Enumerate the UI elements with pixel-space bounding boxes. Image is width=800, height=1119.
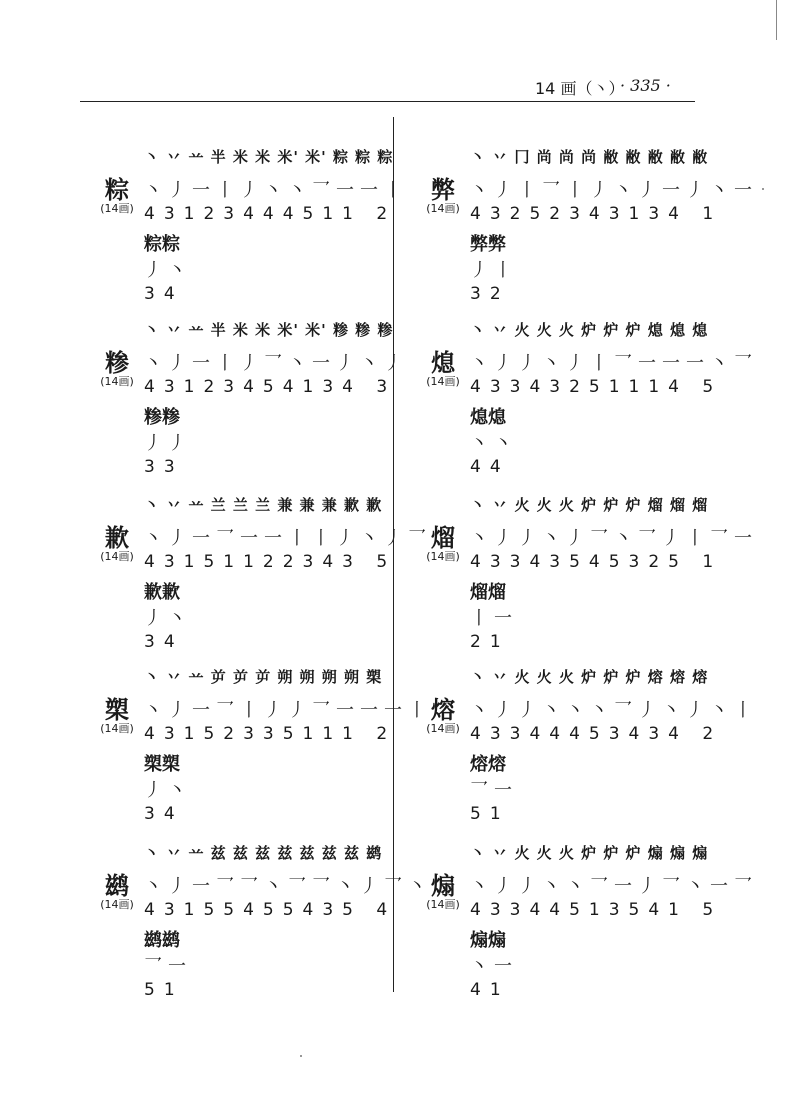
- stroke-shapes: 丶丿一乛乛丶乛乛丶丿乛丶: [144, 876, 432, 897]
- stroke-count: (14画): [100, 722, 134, 735]
- stroke-progression: 丶 丷 䒑 屰 屰 屰 朔 朔 朔 朔 槊: [144, 668, 383, 686]
- head-character: 鹚: [105, 871, 129, 900]
- stroke-count: (14画): [100, 375, 134, 388]
- stroke-count: (14画): [426, 722, 460, 735]
- section-heading: 14 画（丶）: [535, 79, 625, 98]
- stroke-progression-cont: 歉歉: [144, 582, 180, 603]
- stroke-progression-cont: 熄熄: [470, 407, 506, 428]
- stroke-shapes-cont: 丿丶: [144, 608, 192, 629]
- stroke-shapes-cont: 乛一: [144, 956, 192, 977]
- stroke-progression: 丶 丷 火 火 火 炉 炉 炉 熔 熔 熔: [470, 668, 709, 686]
- stroke-progression: 丶 丷 䒑 半 米 米 米' 米' 粽 粽 粽: [144, 148, 394, 166]
- stroke-numbers-cont: 33: [144, 457, 184, 477]
- character-entry: [418, 496, 758, 670]
- stroke-progression-cont: 槊槊: [144, 754, 180, 775]
- stroke-progression: 丶 丷 䒑 半 米 米 米' 米' 糁 糁 糁: [144, 321, 394, 339]
- stroke-shapes-cont: 丶丶: [470, 433, 518, 454]
- stroke-numbers-cont: 34: [144, 284, 184, 304]
- stroke-shapes-cont: 丿丿: [144, 433, 192, 454]
- character-entry: [92, 496, 432, 670]
- page-header: [0, 72, 800, 102]
- stroke-numbers: 43343545325 1: [470, 552, 723, 572]
- stroke-progression-cont: 鹚鹚: [144, 930, 180, 951]
- head-character: 熄: [431, 348, 455, 377]
- stroke-shapes-cont: 丶一: [470, 956, 518, 977]
- stroke-numbers: 43123444511 2: [144, 204, 397, 224]
- stroke-progression-cont: 熔熔: [470, 754, 506, 775]
- stroke-numbers: 43344513541 5: [470, 900, 723, 920]
- stroke-numbers-cont: 51: [144, 980, 184, 1000]
- stroke-progression-cont: 煽煽: [470, 930, 506, 951]
- page-edge-line: [776, 0, 777, 40]
- stroke-shapes: 丶丿一乛丨丿丿乛一一一丨: [144, 700, 432, 721]
- stroke-shapes: 丶丿一乛一一丨丨丿丶丿乛: [144, 528, 432, 549]
- stroke-numbers-cont: 34: [144, 804, 184, 824]
- stroke-shapes: 丶丿一丨丿乛丶一丿丶丿: [144, 353, 408, 374]
- stroke-progression: 丶 丷 火 火 火 炉 炉 炉 熄 熄 熄: [470, 321, 709, 339]
- stroke-numbers: 43151122343 5: [144, 552, 397, 572]
- stroke-numbers: 43152335111 2: [144, 724, 397, 744]
- stroke-shapes: 丶丿丿丶丶丶乛丿丶丿丶丨: [470, 700, 758, 721]
- character-entry: [92, 844, 432, 1018]
- stroke-shapes: 丶丿丨乛丨丿丶丿一丿丶一: [470, 180, 758, 201]
- stroke-shapes: 丶丿丿丶丿丨乛一一一丶乛: [470, 353, 758, 374]
- character-entry: [92, 148, 422, 322]
- stroke-progression: 丶 丷 冂 尚 尚 尚 敝 敝 敝 敝 敝: [470, 148, 709, 166]
- stroke-progression: 丶 丷 火 火 火 炉 炉 炉 煽 煽 煽: [470, 844, 709, 862]
- head-character: 弊: [431, 175, 455, 204]
- stroke-shapes-cont: 丿丨: [470, 260, 518, 281]
- stroke-count: (14画): [426, 550, 460, 563]
- scan-speck: [300, 1055, 302, 1057]
- stroke-shapes-cont: 丨一: [470, 608, 518, 629]
- stroke-shapes-cont: 丿丶: [144, 780, 192, 801]
- stroke-shapes: 丶丿丿丶丶乛一丿乛丶一乛: [470, 876, 758, 897]
- stroke-numbers: 43123454134 3: [144, 377, 397, 397]
- stroke-progression: 丶 丷 䒑 兰 兰 兰 兼 兼 兼 歉 歉: [144, 496, 383, 514]
- header-rule: [80, 101, 695, 102]
- stroke-shapes: 丶丿一丨丿丶丶乛一一丨: [144, 180, 408, 201]
- stroke-progression: 丶 丷 火 火 火 炉 炉 炉 熘 熘 熘: [470, 496, 709, 514]
- stroke-count: (14画): [100, 202, 134, 215]
- character-entry: [418, 668, 758, 842]
- character-entry: [418, 148, 758, 322]
- stroke-progression-cont: 粽粽: [144, 234, 180, 255]
- stroke-shapes-cont: 丿丶: [144, 260, 192, 281]
- stroke-progression-cont: 糁糁: [144, 407, 180, 428]
- stroke-numbers-cont: 41: [470, 980, 510, 1000]
- stroke-shapes: 丶丿丿丶丿乛丶乛丿丨乛一: [470, 528, 758, 549]
- stroke-progression: 丶 丷 䒑 兹 兹 兹 兹 兹 兹 兹 鹚: [144, 844, 383, 862]
- head-character: 熔: [431, 695, 455, 724]
- head-character: 糁: [105, 348, 129, 377]
- stroke-count: (14画): [426, 898, 460, 911]
- stroke-numbers-cont: 51: [470, 804, 510, 824]
- stroke-numbers-cont: 32: [470, 284, 510, 304]
- stroke-progression-cont: 熘熘: [470, 582, 506, 603]
- character-entry: [92, 321, 422, 495]
- head-character: 粽: [105, 175, 129, 204]
- stroke-count: (14画): [100, 898, 134, 911]
- character-entry: [92, 668, 432, 842]
- stroke-numbers: 43252343134 1: [470, 204, 723, 224]
- stroke-numbers-cont: 21: [470, 632, 510, 652]
- scan-speck: [762, 188, 764, 190]
- head-character: 熘: [431, 523, 455, 552]
- stroke-count: (14画): [426, 202, 460, 215]
- stroke-numbers: 43343251114 5: [470, 377, 723, 397]
- head-character: 槊: [105, 695, 129, 724]
- stroke-shapes-cont: 乛一: [470, 780, 518, 801]
- stroke-numbers-cont: 44: [470, 457, 510, 477]
- stroke-progression-cont: 弊弊: [470, 234, 506, 255]
- page-number: · 335 ·: [620, 76, 671, 95]
- stroke-numbers: 43344453434 2: [470, 724, 723, 744]
- stroke-numbers-cont: 34: [144, 632, 184, 652]
- stroke-count: (14画): [426, 375, 460, 388]
- character-entry: [418, 321, 758, 495]
- head-character: 煽: [431, 871, 455, 900]
- character-entry: [418, 844, 758, 1018]
- stroke-numbers: 43155455435 4: [144, 900, 397, 920]
- stroke-count: (14画): [100, 550, 134, 563]
- head-character: 歉: [105, 523, 129, 552]
